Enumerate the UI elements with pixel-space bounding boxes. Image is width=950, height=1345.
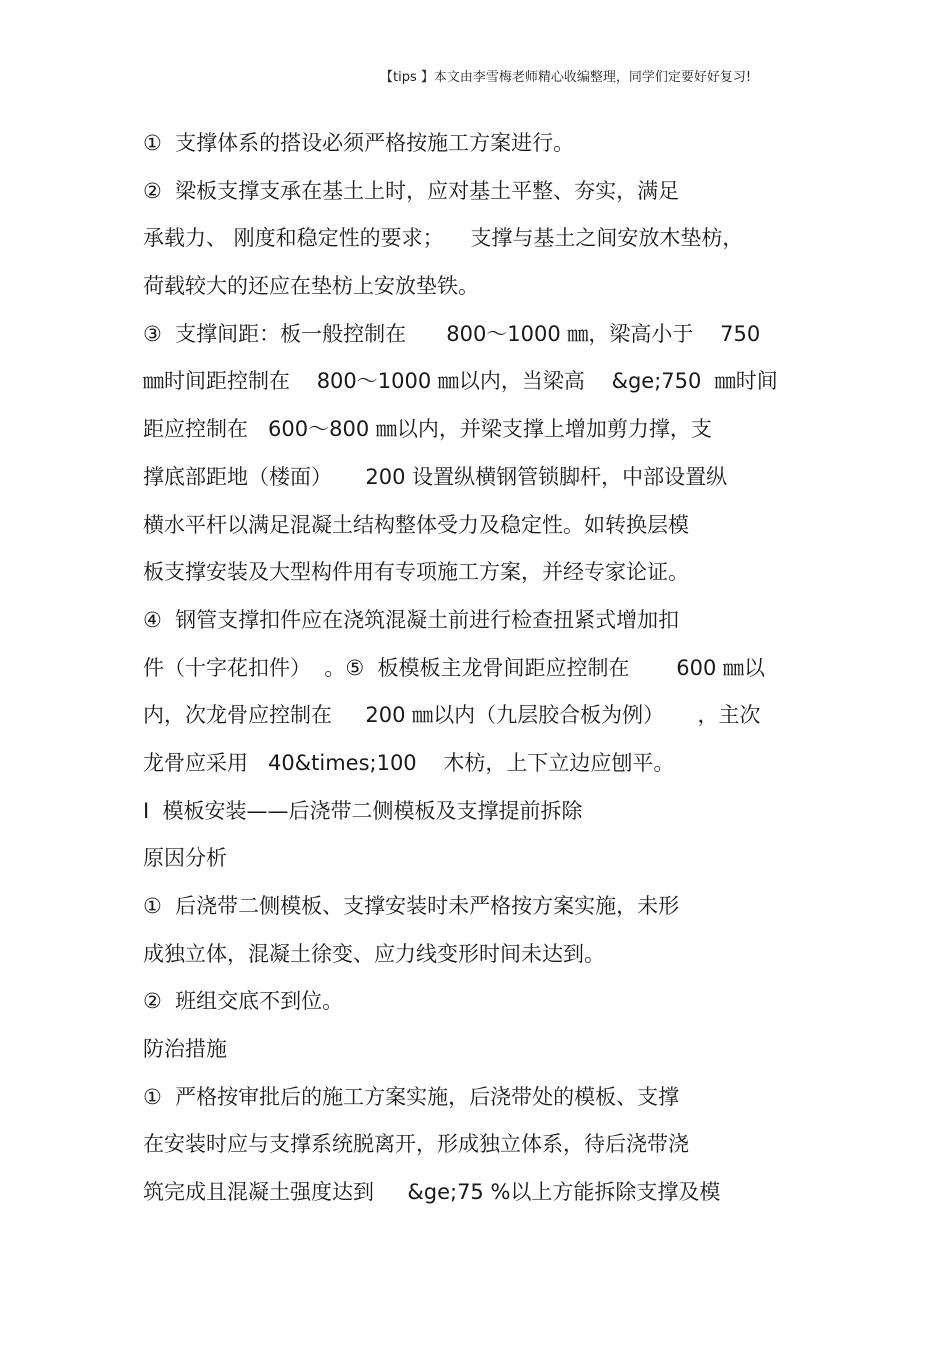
text-line: 件（十字花扣件） 。⑤ 板模板主龙骨间距应控制在 600 ㎜以 (143, 655, 766, 680)
text-line: ② 梁板支撑支承在基土上时，应对基土平整、夯实，满足 (143, 178, 680, 203)
text-line: 龙骨应采用 40&times;100 木枋，上下立边应刨平。 (143, 750, 675, 775)
text-line: ③ 支撑间距：板一般控制在 800～1000 ㎜，梁高小于 750 (143, 321, 761, 346)
text-line: 荷载较大的还应在垫枋上安放垫铁。 (143, 274, 479, 299)
text-line: 横水平杆以满足混凝土结构整体受力及稳定性。如转换层模 (143, 512, 689, 537)
header-tips-note: 【tips 】本文由李雪梅老师精心收编整理，同学们定要好好复习! (380, 70, 752, 85)
subheading-prevention-measures: 防治措施 (143, 1037, 227, 1062)
text-line: ④ 钢管支撑扣件应在浇筑混凝土前进行检查扭紧式增加扣 (143, 607, 680, 632)
subheading-cause-analysis: 原因分析 (143, 846, 227, 871)
text-line: ㎜时间距控制在 800～1000 ㎜以内，当梁高 &ge;750 ㎜时间 (143, 369, 778, 394)
text-line: 板支撑安装及大型构件用有专项施工方案，并经专家论证。 (143, 560, 689, 585)
text-line: ② 班组交底不到位。 (143, 989, 344, 1014)
text-line: 在安装时应与支撑系统脱离开，形成独立体系，待后浇带浇 (143, 1132, 689, 1157)
text-line: ① 严格按审批后的施工方案实施，后浇带处的模板、支撑 (143, 1084, 680, 1109)
text-line: 距应控制在 600～800 ㎜以内，并梁支撑上增加剪力撑，支 (143, 417, 712, 442)
text-line: 承载力、 刚度和稳定性的要求； 支撑与基土之间安放木垫枋， (143, 226, 744, 251)
text-line: ① 支撑体系的搭设必须严格按施工方案进行。 (143, 131, 575, 155)
document-body (143, 120, 823, 1217)
text-line: ① 后浇带二侧模板、支撑安装时未严格按方案实施，未形 (143, 894, 680, 918)
section-heading: Ⅰ 模板安装——后浇带二侧模板及支撑提前拆除 (143, 798, 583, 823)
text-line: 内，次龙骨应控制在 200 ㎜以内（九层胶合板为例） ，主次 (143, 703, 761, 728)
text-line: 成独立体，混凝土徐变、应力线变形时间未达到。 (143, 941, 605, 966)
text-line: 撑底部距地（楼面） 200 设置纵横钢管锁脚杆，中部设置纵 (143, 464, 728, 489)
text-line: 筑完成且混凝土强度达到 &ge;75 %以上方能拆除支撑及模 (143, 1180, 721, 1205)
